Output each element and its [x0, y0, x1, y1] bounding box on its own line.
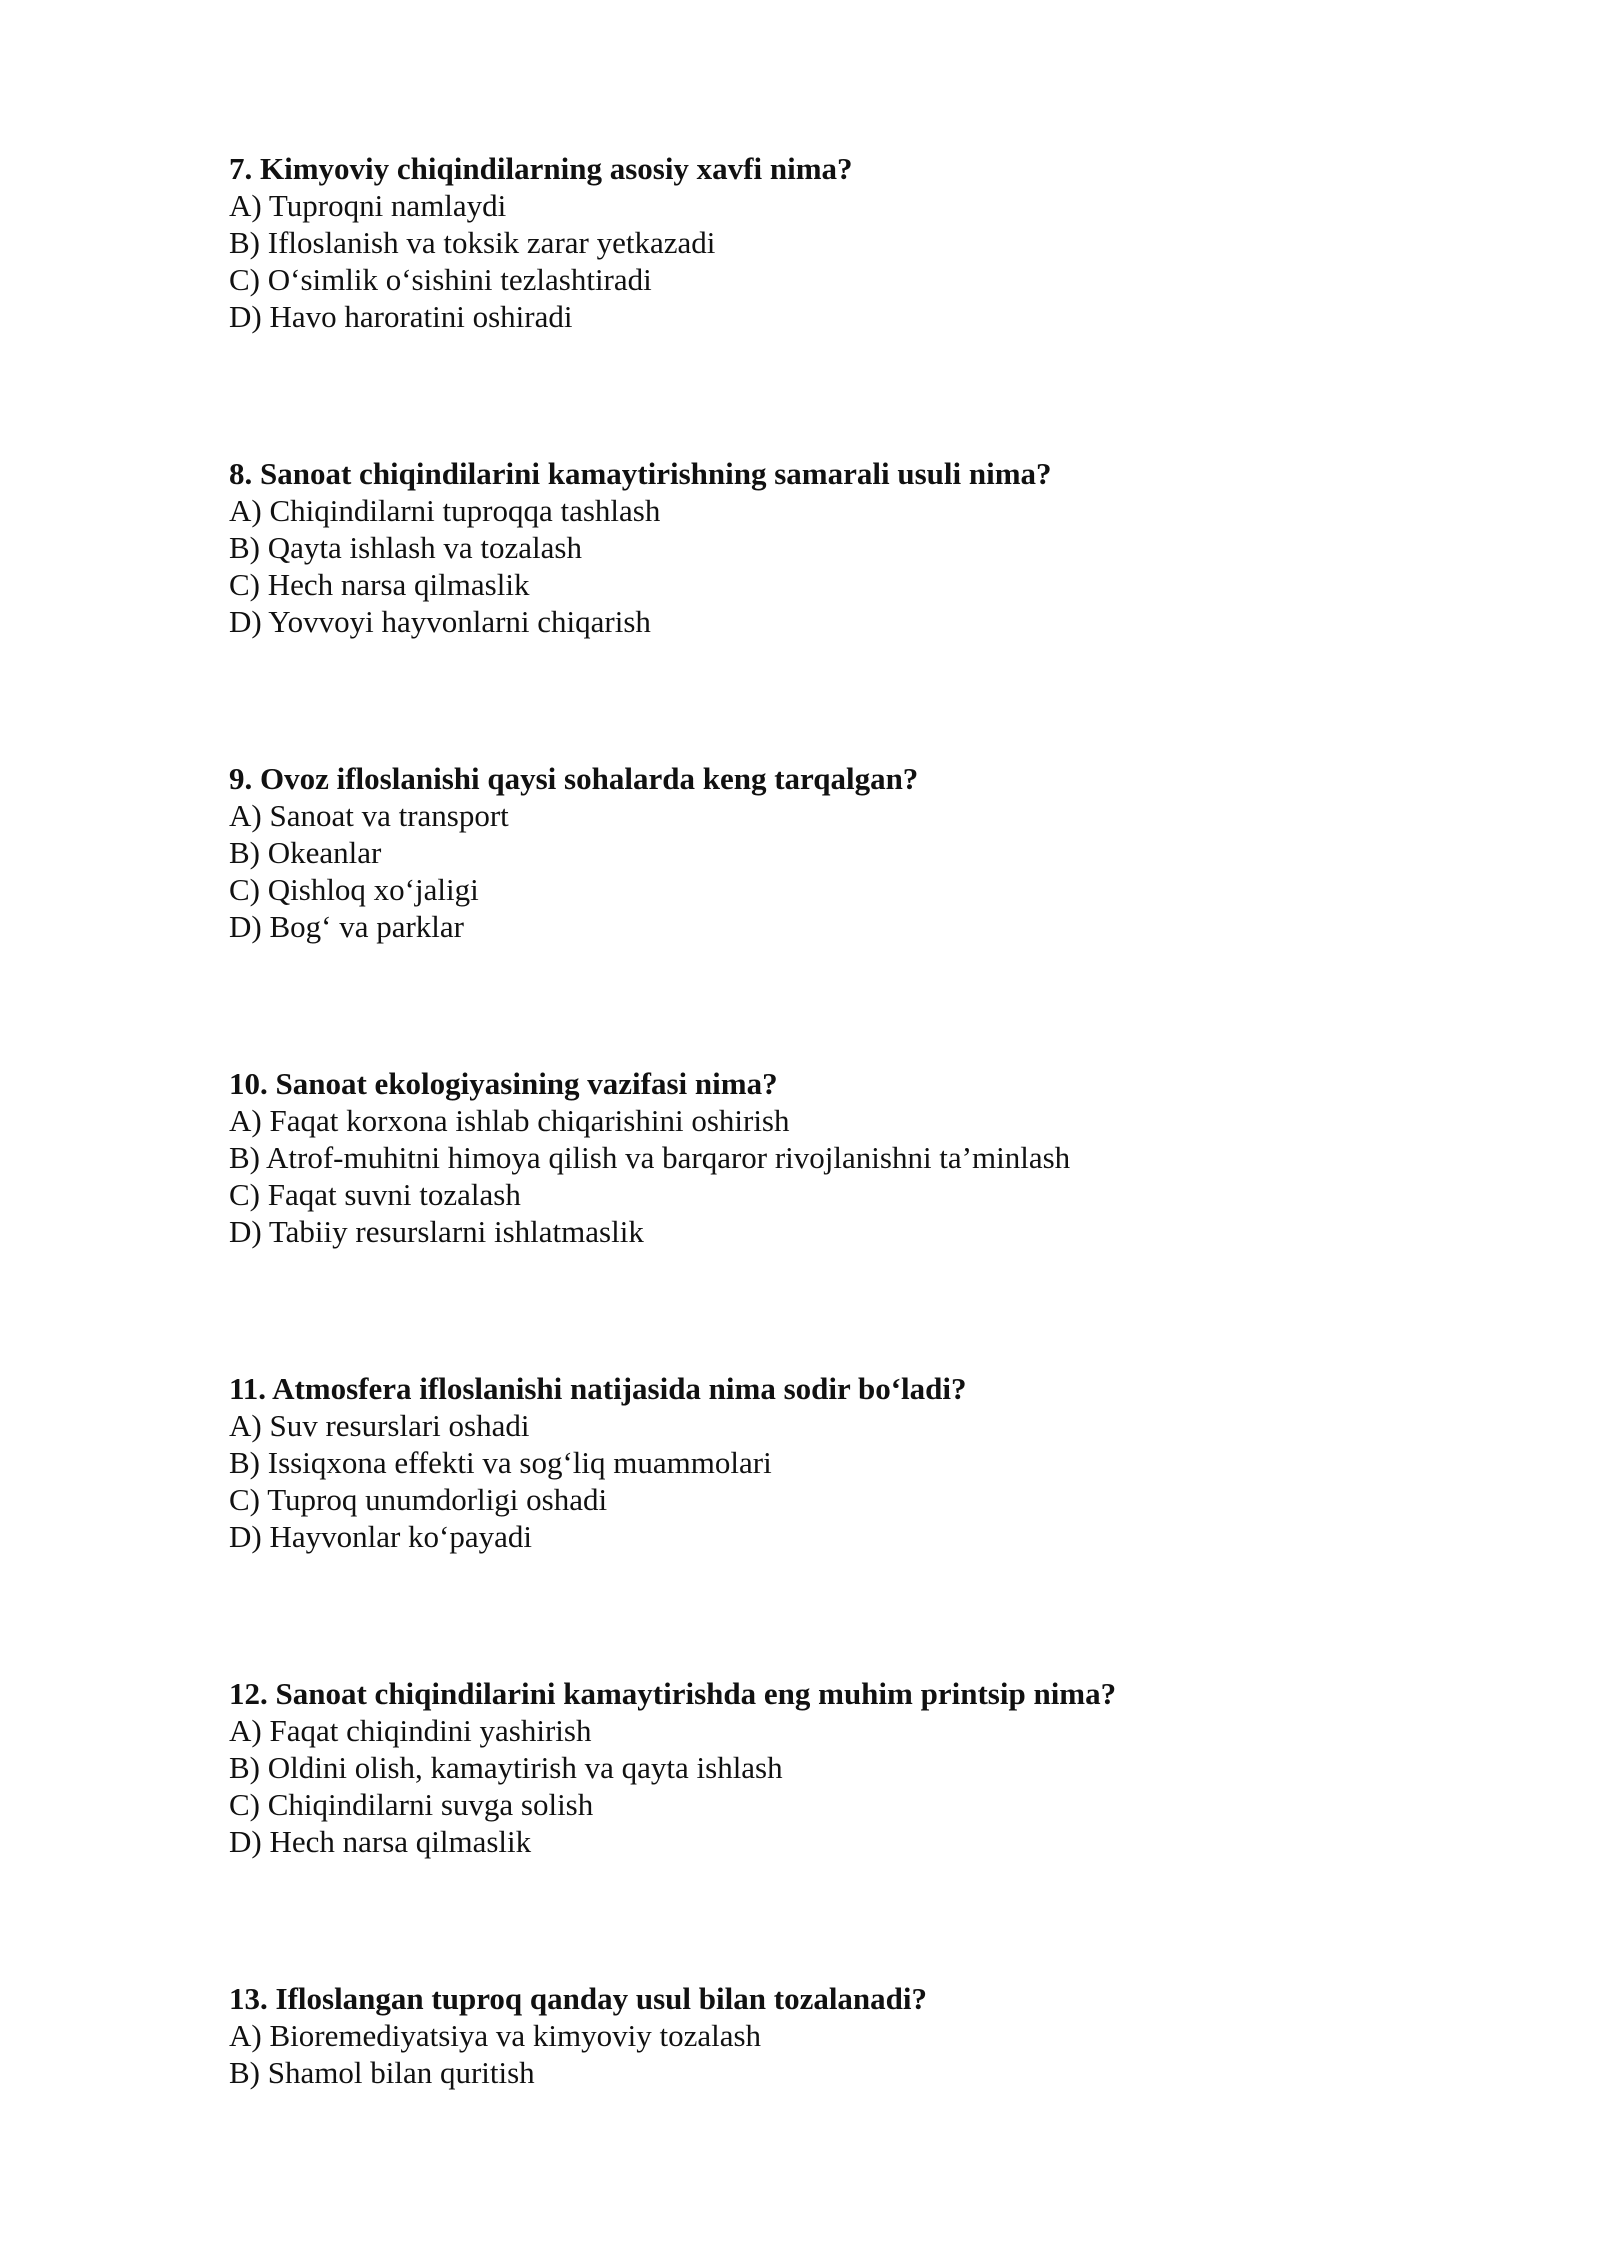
- question-title: 13. Ifloslangan tuproq qanday usul bilan tozalanadi?: [229, 1981, 928, 2016]
- answer-option-a: A) Suv resurslari oshadi: [229, 1408, 530, 1443]
- question-13: [229, 1980, 1429, 2091]
- answer-option-b: B) Issiqxona effekti va sog‘liq muammolari: [229, 1445, 772, 1480]
- answer-option-d: D) Yovvoyi hayvonlarni chiqarish: [229, 604, 651, 639]
- question-10: [229, 1065, 1429, 1250]
- answer-option-b: B) Shamol bilan quritish: [229, 2055, 535, 2090]
- answer-option-d: D) Hayvonlar ko‘payadi: [229, 1519, 533, 1554]
- question-title: 9. Ovoz ifloslanishi qaysi sohalarda keng tarqalgan?: [229, 761, 919, 796]
- answer-option-d: D) Tabiiy resurslarni ishlatmaslik: [229, 1214, 644, 1249]
- question-9: [229, 760, 1429, 945]
- answer-option-a: A) Tuproqni namlaydi: [229, 188, 507, 223]
- answer-option-a: A) Sanoat va transport: [229, 798, 509, 833]
- question-8: [229, 455, 1429, 640]
- answer-option-b: B) Ifloslanish va toksik zarar yetkazadi: [229, 225, 716, 260]
- question-11: [229, 1370, 1429, 1555]
- answer-option-a: A) Chiqindilarni tuproqqa tashlash: [229, 493, 661, 528]
- answer-option-b: B) Atrof-muhitni himoya qilish va barqaror rivojlanishni ta’minlash: [229, 1140, 1071, 1175]
- answer-option-a: A) Bioremediyatsiya va kimyoviy tozalash: [229, 2018, 762, 2053]
- question-7: [229, 150, 1429, 335]
- answer-option-a: A) Faqat korxona ishlab chiqarishini oshirish: [229, 1103, 790, 1138]
- question-title: 7. Kimyoviy chiqindilarning asosiy xavfi nima?: [229, 151, 853, 186]
- answer-option-b: B) Okeanlar: [229, 835, 382, 870]
- answer-option-c: C) O‘simlik o‘sishini tezlashtiradi: [229, 262, 652, 297]
- question-list: [229, 150, 1429, 2211]
- question-title: 12. Sanoat chiqindilarini kamaytirishda eng muhim printsip nima?: [229, 1676, 1117, 1711]
- answer-option-d: D) Havo haroratini oshiradi: [229, 299, 573, 334]
- answer-option-b: B) Qayta ishlash va tozalash: [229, 530, 582, 565]
- answer-option-c: C) Faqat suvni tozalash: [229, 1177, 521, 1212]
- answer-option-c: C) Chiqindilarni suvga solish: [229, 1787, 594, 1822]
- answer-option-d: D) Bog‘ va parklar: [229, 909, 464, 944]
- question-title: 8. Sanoat chiqindilarini kamaytirishning samarali usuli nima?: [229, 456, 1052, 491]
- answer-option-c: C) Qishloq xo‘jaligi: [229, 872, 479, 907]
- answer-option-c: C) Tuproq unumdorligi oshadi: [229, 1482, 608, 1517]
- question-title: 11. Atmosfera ifloslanishi natijasida nima sodir bo‘ladi?: [229, 1371, 967, 1406]
- question-title: 10. Sanoat ekologiyasining vazifasi nima?: [229, 1066, 778, 1101]
- answer-option-d: D) Hech narsa qilmaslik: [229, 1824, 532, 1859]
- question-12: [229, 1675, 1429, 1860]
- answer-option-b: B) Oldini olish, kamaytirish va qayta ishlash: [229, 1750, 783, 1785]
- answer-option-a: A) Faqat chiqindini yashirish: [229, 1713, 592, 1748]
- answer-option-c: C) Hech narsa qilmaslik: [229, 567, 530, 602]
